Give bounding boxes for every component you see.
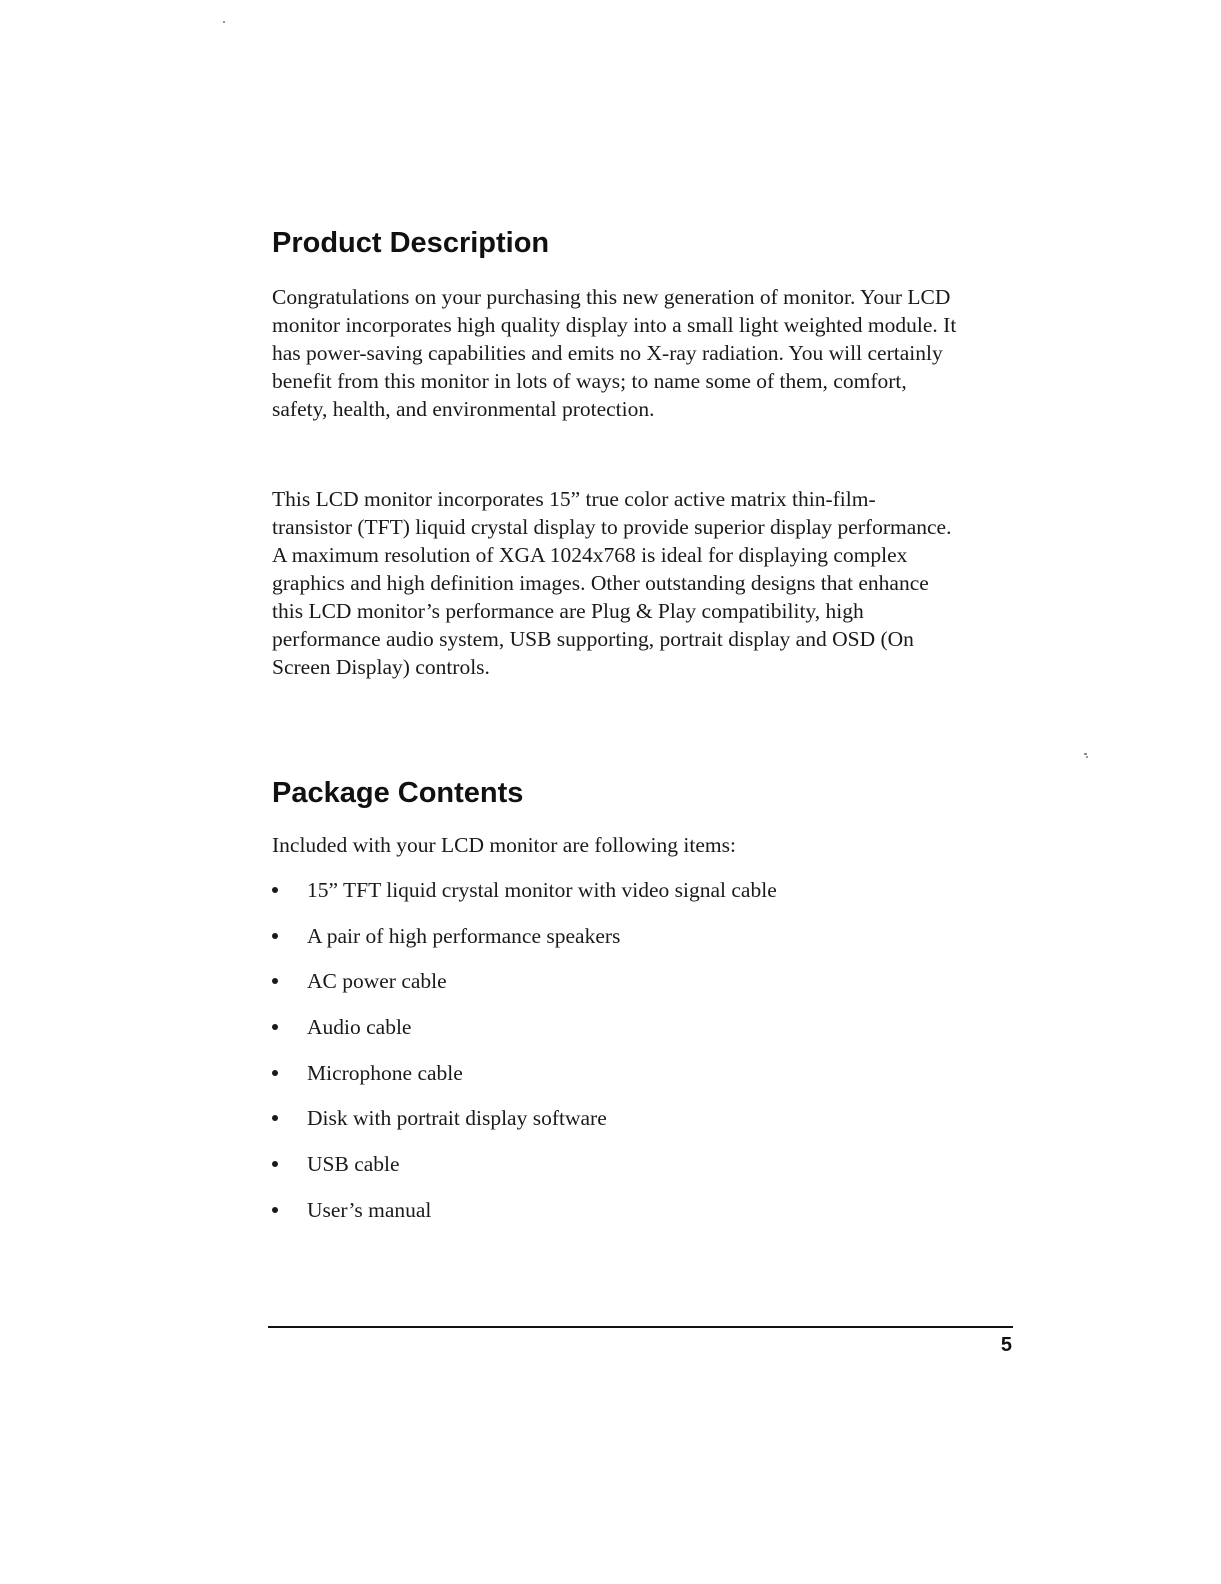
bullet-icon xyxy=(272,1024,278,1030)
bullet-icon xyxy=(272,887,278,893)
page-number: 5 xyxy=(1000,1334,1012,1356)
bullet-icon xyxy=(272,978,278,984)
bullet-icon xyxy=(272,1070,278,1076)
text-line: Congratulations on your purchasing this new generation of monitor. Your LCD xyxy=(272,285,951,309)
list-item-text: Microphone cable xyxy=(307,1060,463,1085)
scan-speck xyxy=(223,21,225,23)
list-item xyxy=(272,1196,777,1242)
footer-divider xyxy=(268,1326,1013,1328)
list-item-text: AC power cable xyxy=(307,969,447,994)
list-item-text: A pair of high performance speakers xyxy=(307,923,621,948)
bullet-icon xyxy=(272,1207,278,1213)
package-contents-list xyxy=(272,876,777,1242)
list-item-text: Disk with portrait display software xyxy=(307,1106,607,1131)
list-item xyxy=(272,1059,777,1105)
product-description-paragraph-2 xyxy=(272,485,951,681)
text-line: benefit from this monitor in lots of ways; to name some of them, comfort, xyxy=(272,369,907,393)
package-contents-heading: Package Contents xyxy=(272,777,524,809)
list-item-text: Audio cable xyxy=(307,1015,412,1040)
package-contents-intro: Included with your LCD monitor are following items: xyxy=(272,833,736,857)
text-line: this LCD monitor’s performance are Plug & Play compatibility, high xyxy=(272,599,864,623)
list-item xyxy=(272,876,777,922)
bullet-icon xyxy=(272,1161,278,1167)
list-item xyxy=(272,1104,777,1150)
list-item-text: 15” TFT liquid crystal monitor with video signal cable xyxy=(307,878,777,902)
text-line: safety, health, and environmental protection. xyxy=(272,397,655,421)
product-description-paragraph-1 xyxy=(272,283,956,423)
list-item-text: USB cable xyxy=(307,1152,400,1177)
product-description-heading: Product Description xyxy=(272,227,550,259)
scan-speck xyxy=(1086,756,1088,758)
bullet-icon xyxy=(272,1115,278,1121)
text-line: A maximum resolution of XGA 1024x768 is ideal for displaying complex xyxy=(272,543,908,567)
text-line: This LCD monitor incorporates 15” true color active matrix thin-film- xyxy=(272,487,876,511)
list-item xyxy=(272,967,777,1013)
text-line: monitor incorporates high quality display into a small light weighted module. It xyxy=(272,313,957,337)
bullet-icon xyxy=(272,933,278,939)
text-line: has power-saving capabilities and emits no X-ray radiation. You will certainly xyxy=(272,341,943,365)
text-line: Screen Display) controls. xyxy=(272,655,490,679)
list-item xyxy=(272,1150,777,1196)
text-line: transistor (TFT) liquid crystal display to provide superior display performance. xyxy=(272,515,952,539)
text-line: graphics and high definition images. Other outstanding designs that enhance xyxy=(272,571,929,595)
list-item-text: User’s manual xyxy=(307,1197,432,1222)
list-item xyxy=(272,922,777,968)
scan-speck xyxy=(1084,753,1087,755)
text-line: performance audio system, USB supporting, portrait display and OSD (On xyxy=(272,627,914,651)
list-item xyxy=(272,1013,777,1059)
